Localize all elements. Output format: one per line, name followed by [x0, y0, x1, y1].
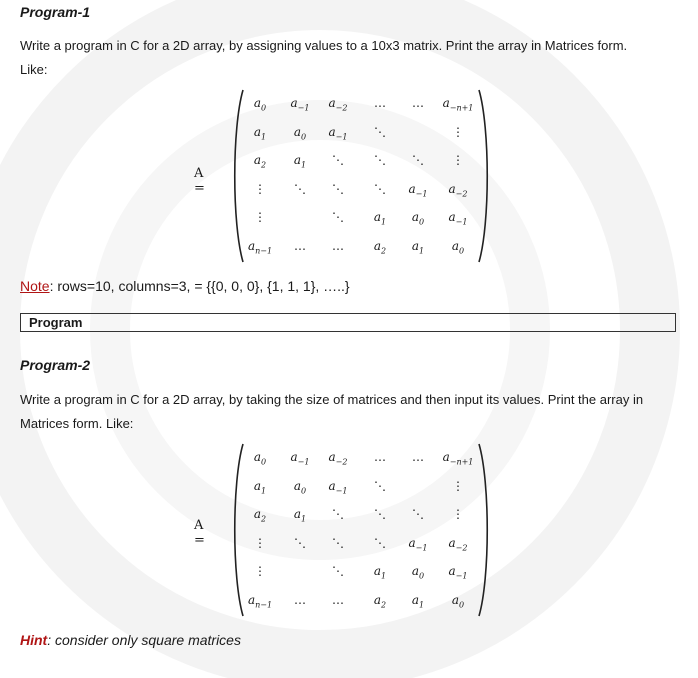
matrix-cell: $a_2$: [373, 238, 387, 255]
program1-description: [20, 34, 680, 82]
matrix-cell: …: [294, 238, 306, 253]
matrix-cell: ⋮: [254, 564, 266, 578]
matrix-cell: $a_{-2}$: [448, 535, 468, 552]
matrix-cell: …: [412, 96, 424, 110]
program2-description-line1: Write a program in C for a 2D array, by taking the size of matrices and then input its values. Print the array in: [20, 392, 644, 407]
matrix-cell: $a_{-2}$: [448, 181, 468, 198]
matrix-cell: $a_0$: [451, 592, 465, 609]
matrix-cell: ⋱: [332, 153, 344, 167]
hint-text: : consider only square matrices: [47, 632, 241, 648]
matrix-cell: $a_{n-1}$: [247, 238, 273, 255]
matrix-cell: $a_{-1}$: [290, 450, 310, 467]
matrix-cell: $a_{-1}$: [290, 96, 310, 113]
matrix-cell: ⋱: [412, 507, 424, 521]
matrix-cell: ⋮: [254, 181, 266, 196]
note-text: : rows=10, columns=3, = {{0, 0, 0}, {1, 1, 1}, …..}: [49, 278, 350, 294]
matrix-cell: ⋱: [374, 124, 386, 139]
matrix-cell: ⋱: [332, 181, 344, 196]
matrix-cell: $a_1$: [253, 124, 267, 141]
right-paren: [476, 442, 492, 618]
matrix-cell: ⋱: [374, 478, 386, 493]
matrix-cell: ⋮: [452, 478, 464, 493]
matrix-cell: $a_{-1}$: [328, 478, 348, 495]
matrix-cell: $a_0$: [411, 210, 425, 227]
matrix-cell: $a_{-1}$: [328, 124, 348, 141]
matrix-cell: ⋱: [412, 153, 424, 167]
matrix-cell: $a_1$: [293, 153, 307, 170]
matrix-cell: $a_{-2}$: [328, 450, 348, 467]
matrix-cell: ⋱: [294, 181, 306, 196]
program2-description: [20, 388, 680, 436]
hint-line: [20, 632, 241, 648]
matrix-cell: ⋮: [452, 124, 464, 139]
matrix-cell: $a_0$: [253, 450, 267, 467]
matrix-cell: $a_0$: [293, 124, 307, 141]
note-label: Note: [20, 278, 50, 294]
matrix-cell: ⋱: [374, 181, 386, 196]
matrix-cell: $a_1$: [411, 592, 425, 609]
matrix-cell: ⋱: [374, 153, 386, 167]
matrix-cell: $a_1$: [293, 507, 307, 524]
matrix-cell: $a_{-2}$: [328, 96, 348, 113]
matrix-cell: ⋮: [452, 507, 464, 521]
matrix-cell: ⋮: [452, 153, 464, 167]
matrix-cell: ⋱: [332, 535, 344, 550]
matrix-cell: …: [332, 592, 344, 607]
matrix-cell: $a_0$: [451, 238, 465, 255]
matrix-label: A =: [194, 166, 205, 196]
program1-description-line2: Like:: [20, 62, 48, 77]
matrix-cell: $a_{-n+1}$: [442, 96, 474, 113]
matrix-cell: …: [374, 96, 386, 110]
matrix-cell: ⋮: [254, 535, 266, 550]
matrix-cell: $a_1$: [411, 238, 425, 255]
program1-description-line1: Write a program in C for a 2D array, by assigning values to a 10x3 matrix. Print the array in Matrices form.: [20, 38, 628, 53]
matrix-cell: ⋱: [332, 564, 344, 578]
right-paren: [476, 88, 492, 264]
matrix-cell: …: [412, 450, 424, 464]
program2-heading: Program-2: [20, 357, 91, 373]
program-box: Program: [20, 313, 676, 332]
matrix-cell: $a_{-1}$: [448, 210, 468, 227]
matrix-cell: …: [374, 450, 386, 464]
matrix-cell: $a_0$: [293, 478, 307, 495]
matrix-cell: $a_2$: [253, 507, 267, 524]
matrix-cell: $a_1$: [373, 210, 387, 227]
program1-heading: Program-1: [20, 4, 91, 20]
matrix-cell: $a_0$: [411, 564, 425, 581]
matrix-cell: $a_2$: [253, 153, 267, 170]
matrix-cell: $a_{n-1}$: [247, 592, 273, 609]
matrix-cell: ⋱: [374, 507, 386, 521]
matrix-cell: $a_{-n+1}$: [442, 450, 474, 467]
matrix-cell: …: [294, 592, 306, 607]
matrix-cell: $a_1$: [373, 564, 387, 581]
matrix-cell: ⋮: [254, 210, 266, 224]
matrix-cell: $a_{-1}$: [408, 535, 428, 552]
matrix-cell: ⋱: [294, 535, 306, 550]
matrix-cell: $a_0$: [253, 96, 267, 113]
hint-label: Hint: [20, 632, 48, 648]
matrix-cell: $a_1$: [253, 478, 267, 495]
matrix-cell: $a_{-1}$: [448, 564, 468, 581]
matrix-label: A =: [194, 518, 205, 548]
matrix-cell: $a_{-1}$: [408, 181, 428, 198]
matrix-cell: $a_2$: [373, 592, 387, 609]
program2-description-line2: Matrices form. Like:: [20, 416, 134, 431]
matrix-cell: …: [332, 238, 344, 253]
matrix-cell: ⋱: [332, 507, 344, 521]
matrix-cell: ⋱: [332, 210, 344, 224]
matrix-cell: ⋱: [374, 535, 386, 550]
note-line: [20, 278, 350, 294]
